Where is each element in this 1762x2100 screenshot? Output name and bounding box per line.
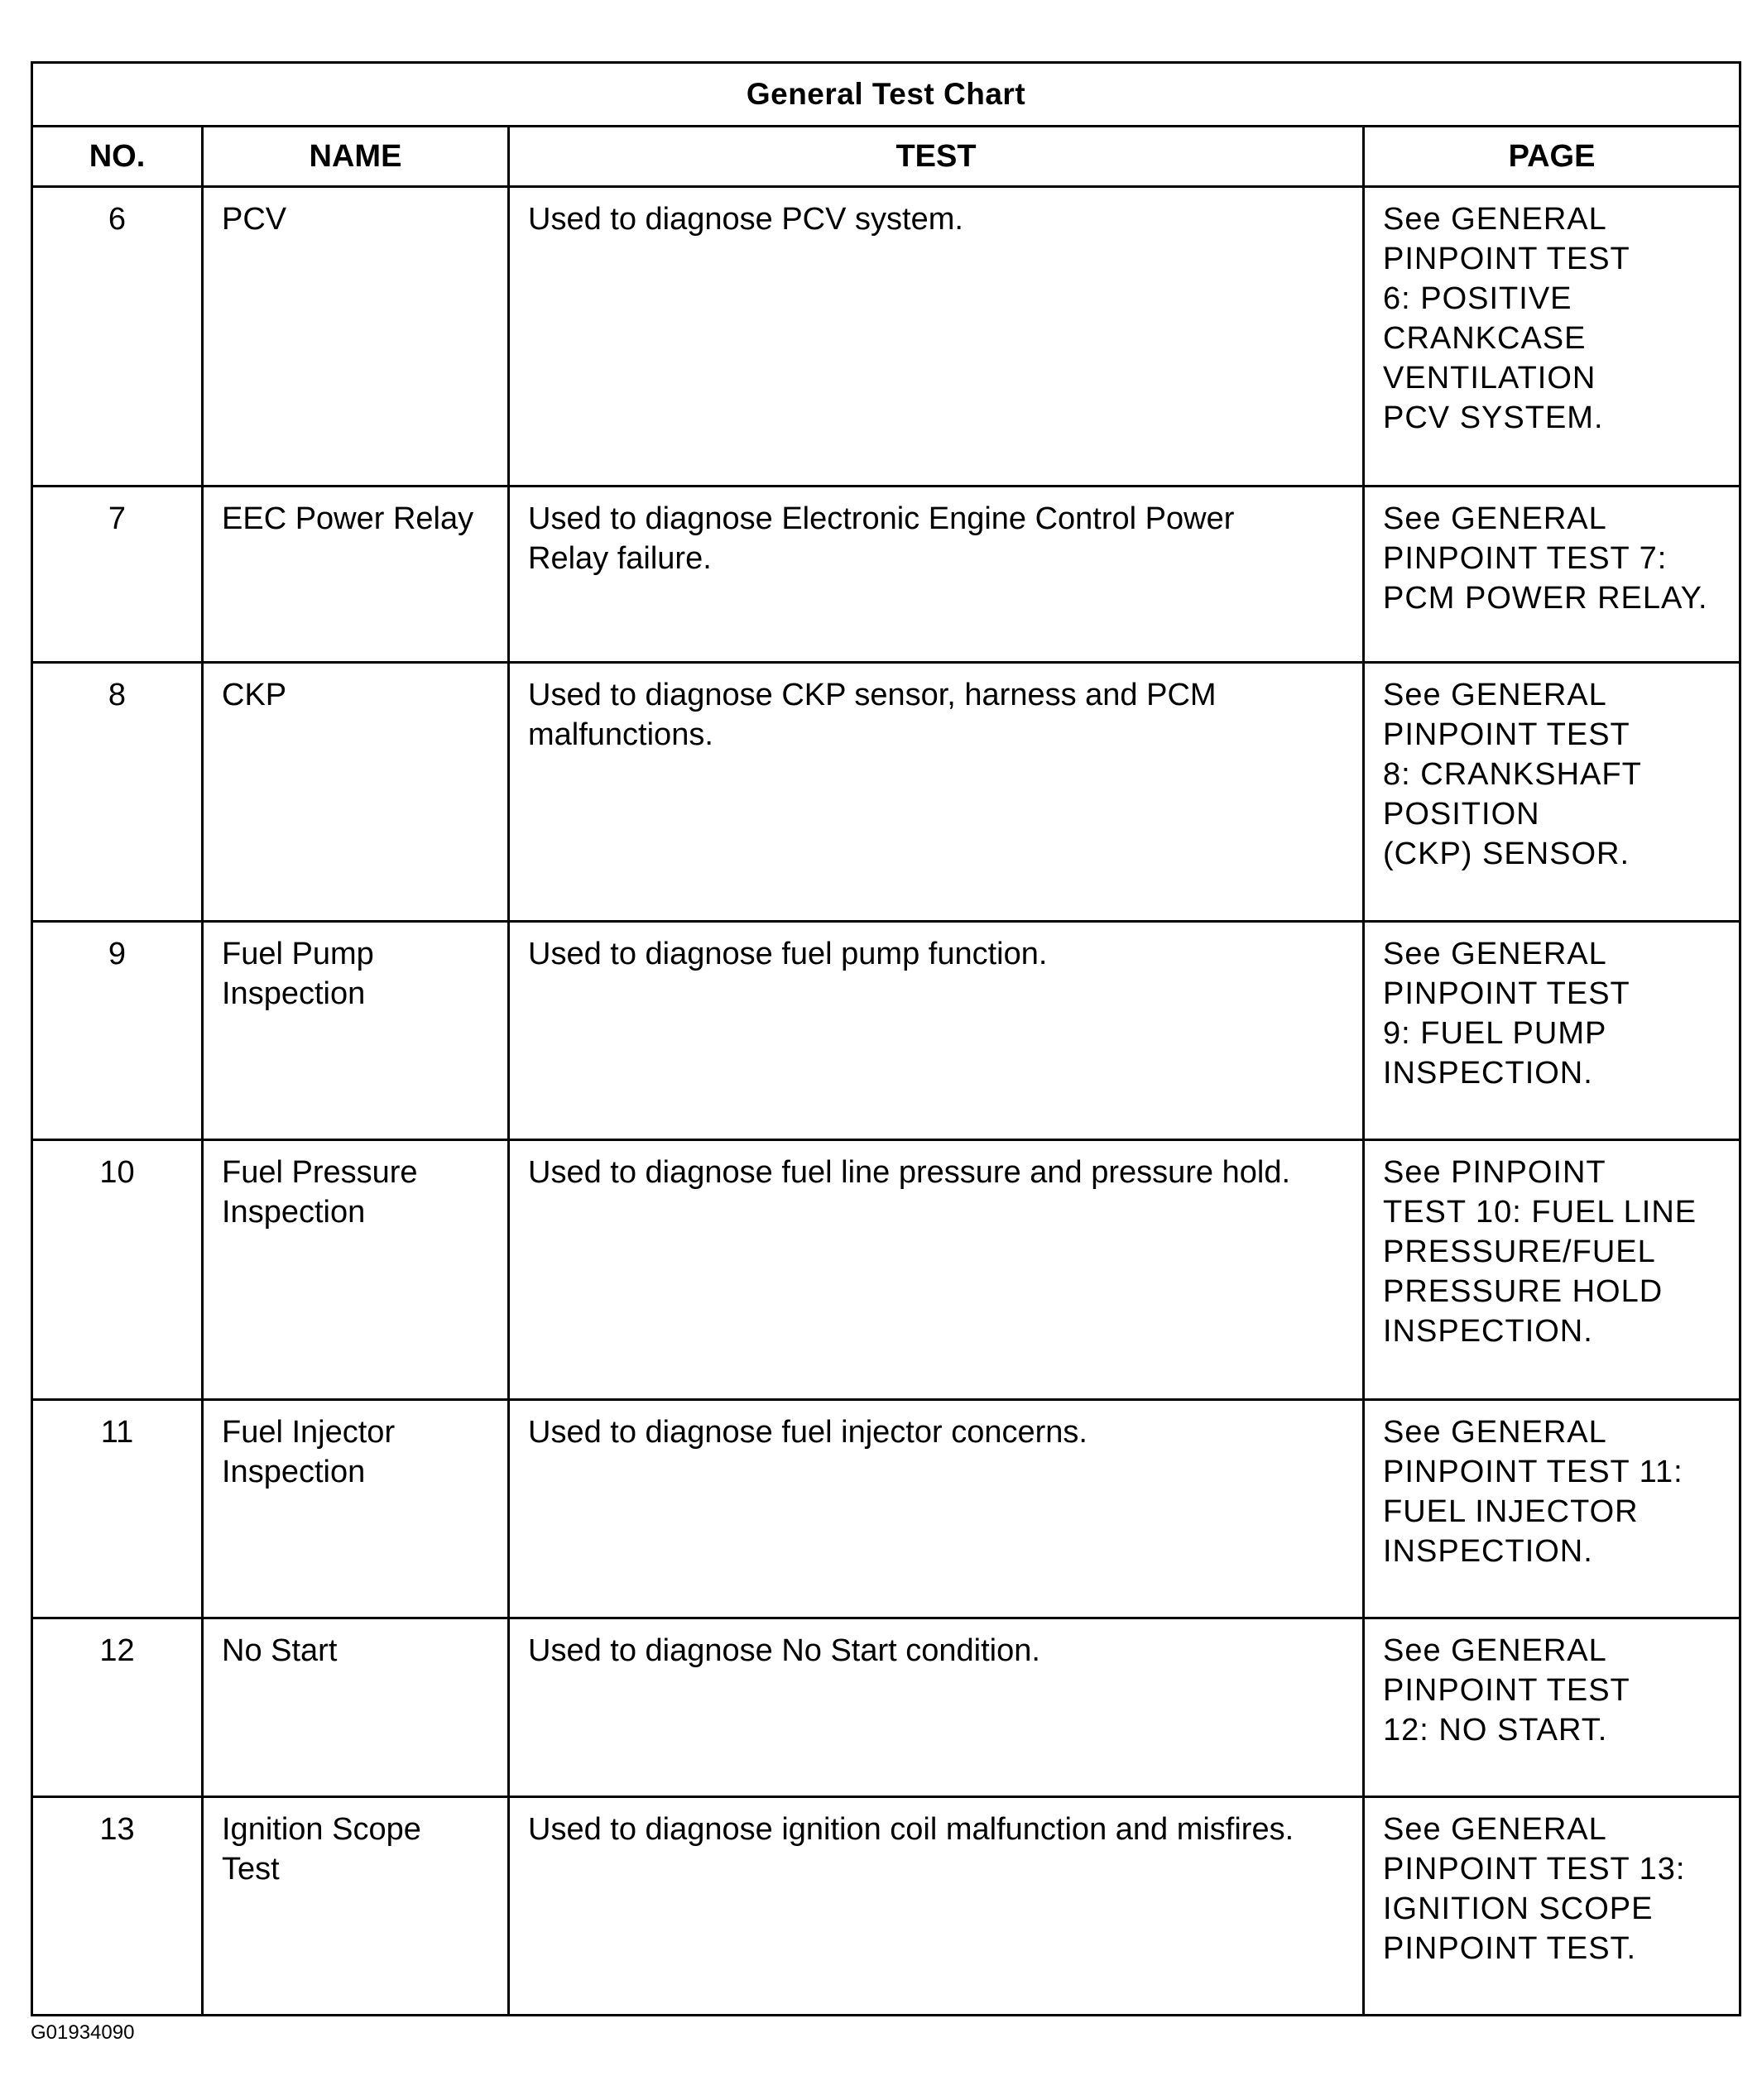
row-name: EEC Power Relay [222,501,474,536]
table-row [32,1797,1740,2016]
table-row [32,187,1740,487]
cell-no [32,922,203,1140]
row-page: See GENERAL PINPOINT TEST 7: PCM POWER RELAY. [1383,501,1708,616]
cell-page [1364,487,1740,663]
row-number: 11 [100,1415,134,1450]
row-name: PCV [222,202,287,237]
table-row [32,1618,1740,1797]
header-page: PAGE [1364,127,1740,187]
cell-no [32,1400,203,1618]
table-row [32,663,1740,922]
table-row [32,487,1740,663]
cell-name [203,1400,509,1618]
cell-no [32,1618,203,1797]
header-test: TEST [509,127,1364,187]
cell-page [1364,1797,1740,2016]
cell-page [1364,1400,1740,1618]
table-row [32,1140,1740,1400]
cell-page [1364,1140,1740,1400]
cell-name [203,1618,509,1797]
row-test: Used to diagnose No Start condition. [528,1633,1040,1668]
table-row [32,1400,1740,1618]
cell-name [203,1797,509,2016]
row-number: 7 [108,501,127,536]
row-page: See PINPOINT TEST 10: FUEL LINE PRESSURE/FUEL PRESSURE HOLD INSPECTION. [1383,1155,1697,1349]
row-name: No Start [222,1633,338,1668]
cell-no [32,487,203,663]
row-page: See GENERAL PINPOINT TEST 12: NO START. [1383,1633,1630,1748]
cell-name [203,487,509,663]
cell-name [203,187,509,487]
row-name: Fuel Injector Inspection [222,1415,396,1489]
cell-page [1364,922,1740,1140]
cell-no [32,1140,203,1400]
row-page: See GENERAL PINPOINT TEST 11: FUEL INJECTOR INSPECTION. [1383,1415,1683,1569]
row-number: 10 [99,1155,135,1190]
chart-title: General Test Chart [32,63,1740,127]
row-page: See GENERAL PINPOINT TEST 9: FUEL PUMP INSPECTION. [1383,937,1630,1091]
cell-test [509,487,1364,663]
header-name: NAME [203,127,509,187]
cell-test [509,1618,1364,1797]
cell-test [509,1140,1364,1400]
row-name: Fuel Pump Inspection [222,937,374,1011]
row-name: CKP [222,678,287,712]
cell-test [509,663,1364,922]
figure-id: G01934090 [31,2021,135,2044]
cell-test [509,1797,1364,2016]
row-test: Used to diagnose fuel pump function. [528,937,1048,971]
row-number: 12 [99,1633,135,1668]
cell-test [509,1400,1364,1618]
cell-page [1364,663,1740,922]
row-test: Used to diagnose fuel line pressure and pressure hold. [528,1155,1291,1190]
cell-name [203,922,509,1140]
cell-page [1364,1618,1740,1797]
row-number: 8 [108,678,127,712]
chart-title-row [32,63,1740,127]
row-test: Used to diagnose Electronic Engine Control Power Relay failure. [528,501,1235,576]
cell-name [203,1140,509,1400]
row-test: Used to diagnose PCV system. [528,202,963,237]
header-no: NO. [32,127,203,187]
cell-test [509,187,1364,487]
row-page: See GENERAL PINPOINT TEST 8: CRANKSHAFT POSITION (CKP) SENSOR. [1383,678,1642,871]
cell-no [32,1797,203,2016]
row-name: Fuel Pressure Inspection [222,1155,418,1230]
row-number: 6 [108,202,127,237]
row-number: 13 [99,1812,135,1847]
chart-header-row [32,127,1740,187]
row-number: 9 [108,937,127,971]
cell-name [203,663,509,922]
cell-test [509,922,1364,1140]
general-test-chart [31,61,1741,2016]
row-test: Used to diagnose CKP sensor, harness and PCM malfunctions. [528,678,1217,752]
cell-page [1364,187,1740,487]
row-name: Ignition Scope Test [222,1812,421,1887]
row-test: Used to diagnose ignition coil malfunction and misfires. [528,1812,1294,1847]
cell-no [32,663,203,922]
row-page: See GENERAL PINPOINT TEST 13: IGNITION SCOPE PINPOINT TEST. [1383,1812,1686,1966]
cell-no [32,187,203,487]
row-test: Used to diagnose fuel injector concerns. [528,1415,1087,1450]
row-page: See GENERAL PINPOINT TEST 6: POSITIVE CRANKCASE VENTILATION PCV SYSTEM. [1383,202,1630,435]
table-row [32,922,1740,1140]
